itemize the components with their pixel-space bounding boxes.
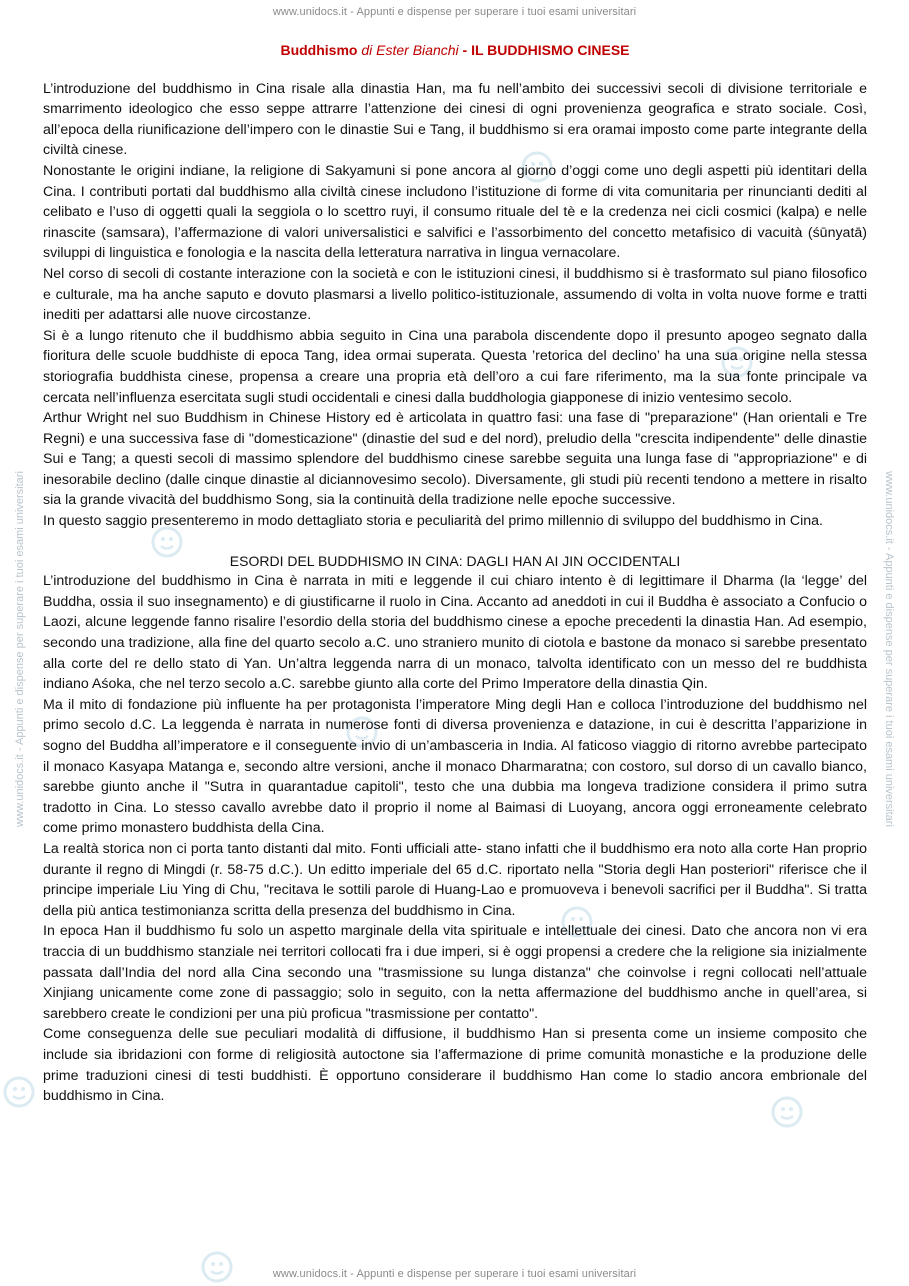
section-paragraph: La realtà storica non ci porta tanto distanti dal mito. Fonti ufficiali atte- stano infatti che il buddhismo era noto alla corte Han proprio durante il regno di Mingdi (r. 58-75 d.C.). Un editto imperiale del 65 d.C. riportato nella "Storia degli Han posteriori" riferisce che il principe imperiale Liu Ying di Chu, "recitava le sottili parole di Huang-Lao e promuoveva i benevoli sacrifici per il Buddha". Si tratta della più antica testimonianza scritta della presenza del buddhismo in Cina. <box>43 840 867 919</box>
intro-paragraph: Nel corso di secoli di costante interazione con la società e con le istituzioni cinesi, il buddhismo si è trasformato sul piano filosofico e culturale, ma ha anche saputo e dovuto plasmarsi a livello politico-istituzionale, assumendo di volta in volta nuove forme e tratti inediti per adattarsi alle nuove circostanze. <box>43 265 867 324</box>
section-heading: ESORDI DEL BUDDHISMO IN CINA: DAGLI HAN AI JIN OCCIDENTALI <box>229 552 681 569</box>
document-title <box>43 40 867 61</box>
section-paragraph: Ma il mito di fondazione più influente ha per protagonista l’imperatore Ming degli Han e colloca l’introduzione del buddhismo nel primo secolo d.C. La leggenda è narrata in numerose fonti di diversa provenienza e datazione, in cui è descritta l’apparizione in sogno del Buddha all’imperatore e il conseguente invio di un’ambasceria in India. Al faticoso viaggio di ritorno avrebbe partecipato il monaco Kasyapa Matanga e, secondo altre versioni, anche il monaco Dharmaratna; con costoro, sul dorso di un cavallo bianco, sarebbe giunto anche il "Sutra in quarantadue capitoli", testo che una dubbia ma longeva tradizione considera il primo sutra tradotto in Cina. Lo stesso cavallo avrebbe dato il proprio il nome al Baimasi di Luoyang, ancora oggi erroneamente celebrato come primo monastero buddhista della Cina. <box>43 696 867 837</box>
title-author: di Ester Bianchi <box>361 42 459 58</box>
intro-paragraph: Si è a lungo ritenuto che il buddhismo abbia seguito in Cina una parabola discendente dopo il presunto apogeo segnato dalla fioritura delle scuole buddhiste di epoca Tang, idea ormai superata. Questa ’retorica del declino’ ha una sua origine nella stessa storiografia buddhista cinese, propensa a creare una propria età dell’oro a cui fare riferimento, ma la sua fonte principale va cercata nell’influenza esercitata sugli studi occidentali e cinesi dalla buddhologia giapponese di inizio ventesimo secolo. <box>43 327 867 406</box>
section-paragraph: L’introduzione del buddhismo in Cina è narrata in miti e leggende il cui chiaro intento è di legittimare il Dharma (la ‘legge’ del Buddha, ossia il suo insegnamento) e di giustificarne il ruolo in Cina. Accanto ad aneddoti in cui il Buddha è associato a Confucio o Laozi, alcune leggende fanno risalire l’esordio della storia del buddhismo cinese a epoche precedenti la dinastia Han. Ad esempio, secondo una tradizione, alla fine del quarto secolo a.C. uno straniero munito di ciotola e bastone da monaco si sarebbe presentato alla corte del re dello stato di Yan. Un’altra leggenda narra di un monaco, talvolta identificato con un messo del re buddhista indiano Aśoka, che nel terzo secolo a.C. sarebbe giunto alla corte del Primo Imperatore della dinastia Qin. <box>43 573 867 693</box>
watermark-side-left: www.unidocs.it - Appunti e dispense per superare i tuoi esami universitari <box>14 471 26 827</box>
title-topic: - IL BUDDHISMO CINESE <box>458 42 630 58</box>
document-body <box>43 40 867 1107</box>
title-subject: Buddhismo <box>280 42 362 58</box>
intro-paragraph: In questo saggio presenteremo in modo dettagliato storia e peculiarità del primo millennio di sviluppo del buddhismo in Cina. <box>43 513 823 530</box>
section-paragraph: Come conseguenza delle sue peculiari modalità di diffusione, il buddhismo Han si presenta come un insieme composito che include sia ibridazioni con forme di religiosità autoctone sia l’affermazione di prime comunità monastiche e la produzione delle prime traduzioni cinesi di testi buddhisti. È opportuno considerare il buddhismo Han come lo stadio ancora embrionale del buddhismo in Cina. <box>43 1026 867 1105</box>
watermark-side-right: www.unidocs.it - Appunti e dispense per superare i tuoi esami universitari <box>883 471 895 827</box>
intro-paragraph: L’introduzione del buddhismo in Cina risale alla dinastia Han, ma fu nell’ambito dei successivi secoli di divisione territoriale e smarrimento ideologico che esso seppe attrarre l’attenzione dei cinesi di ogni provenienza geografica e strato sociale. Così, all’epoca della riunificazione dell’impero con le dinastie Sui e Tang, il buddhismo si era oramai imposto come parte integrante della civiltà cinese. <box>43 80 867 159</box>
watermark-header: www.unidocs.it - Appunti e dispense per superare i tuoi esami universitari <box>272 6 637 18</box>
section-paragraph: In epoca Han il buddhismo fu solo un aspetto marginale della vita spirituale e intellettuale dei cinesi. Dato che ancora non vi era traccia di un buddhismo stanziale nei territori collocati fra i due imperi, si è oggi propensi a credere che la religione sia inizialmente passata dall’India del nord alla Cina secondo una "trasmissione su lunga distanza" che coinvolse i regni collocati nell’attuale Xinjiang unicamente come zone di passaggio; solo in seguito, con la netta affermazione del buddhismo anche in quell’area, si sarebbero create le condizioni per una più proficua "trasmissione per contatto". <box>43 923 867 1022</box>
intro-paragraph: Nonostante le origini indiane, la religione di Sakyamuni si pone ancora al giorno d’oggi come uno degli aspetti più identitari della Cina. I contributi portati dal buddhismo alla civiltà cinese includono l’istituzione di forme di vita comunitaria per rinuncianti dediti al celibato e l’uso di oggetti quali la seggiola o lo scettro ruyi, il consumo rituale del tè e la credenza nei cicli cosmici (kalpa) e nelle rinascite (samsara), l’affermazione di valori universalistici e salvifici e l’assorbimento del concetto metafisico di vacuità (śūnyatā) sviluppi di linguistica e fonologia e la nascita della letteratura narrativa in lingua vernacolare. <box>43 162 867 262</box>
intro-paragraph: Arthur Wright nel suo Buddhism in Chinese History ed è articolata in quattro fasi: una fase di "preparazione" (Han orientali e Tre Regni) e una successiva fase di "domesticazione" (dinastie del sud e del nord), preludio della "crescita indipendente" delle dinastie Sui e Tang; a questi secoli di massimo splendore del buddhismo cinese sarebbe seguita una lunga fase di "appropriazione" e di inesorabile declino (dalle cinque dinastie al diciannovesimo secolo). Diversamente, gli studi più recenti tendono a mettere in risalto sia la grande vivacità del buddhismo Song, sia la continuità della tradizione nelle epoche successive. <box>43 410 867 509</box>
watermark-footer: www.unidocs.it - Appunti e dispense per superare i tuoi esami universitari <box>272 1268 637 1280</box>
unidocs-logo-icon <box>2 1075 36 1109</box>
